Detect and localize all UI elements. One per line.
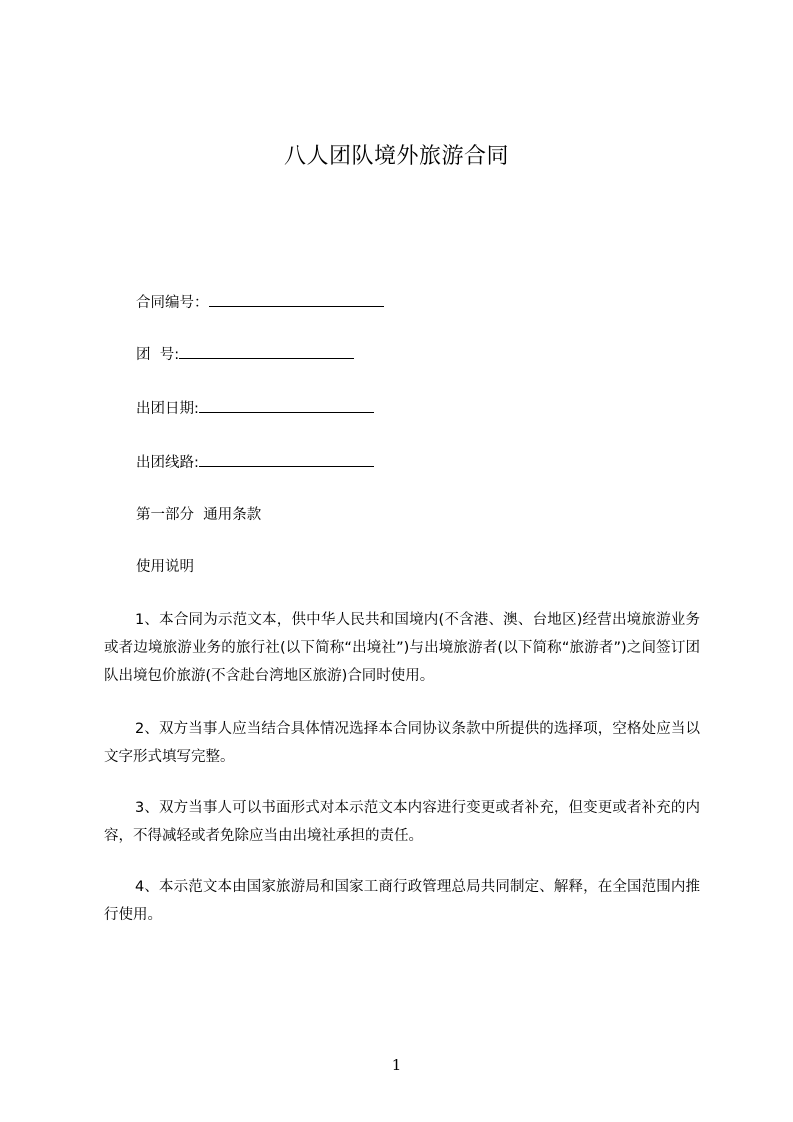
contract-number-field	[136, 290, 384, 314]
usage-instructions-heading: 使用说明	[136, 559, 194, 575]
departure-date-blank	[199, 396, 374, 413]
route-blank	[199, 450, 374, 467]
paragraph-3: 3、双方当事人可以书面形式对本示范文本内容进行变更或者补充，但变更或者补充的内容，不得减轻或者免除应当由出境社承担的责任。	[104, 800, 700, 844]
route-label: 出团线路:	[136, 455, 199, 471]
document-title: 八人团队境外旅游合同	[283, 144, 509, 169]
paragraph-1: 1、本合同为示范文本，供中华人民共和国境内(不含港、澳、台地区)经营出境旅游业务或者边境旅游业务的旅行社(以下简称“出境社”)与出境旅游者(以下简称“旅游者”)之间签订团队出境包价旅游(不含赴台湾地区旅游)合同时使用。	[104, 612, 700, 684]
contract-number-blank	[209, 290, 384, 307]
group-number-field	[136, 342, 354, 366]
group-number-blank	[179, 342, 354, 359]
contract-number-label: 合同编号：	[136, 295, 209, 311]
departure-date-label: 出团日期:	[136, 401, 199, 417]
paragraph-2: 2、双方当事人应当结合具体情况选择本合同协议条款中所提供的选择项，空格处应当以文字形式填写完整。	[104, 721, 700, 765]
departure-date-field	[136, 396, 374, 420]
paragraph-4: 4、本示范文本由国家旅游局和国家工商行政管理总局共同制定、解释，在全国范围内推行使用。	[104, 879, 700, 923]
route-field	[136, 450, 374, 474]
group-number-label: 团 号:	[136, 347, 180, 363]
page-number: 1	[391, 1056, 402, 1074]
section-heading: 第一部分 通用条款	[136, 507, 262, 523]
